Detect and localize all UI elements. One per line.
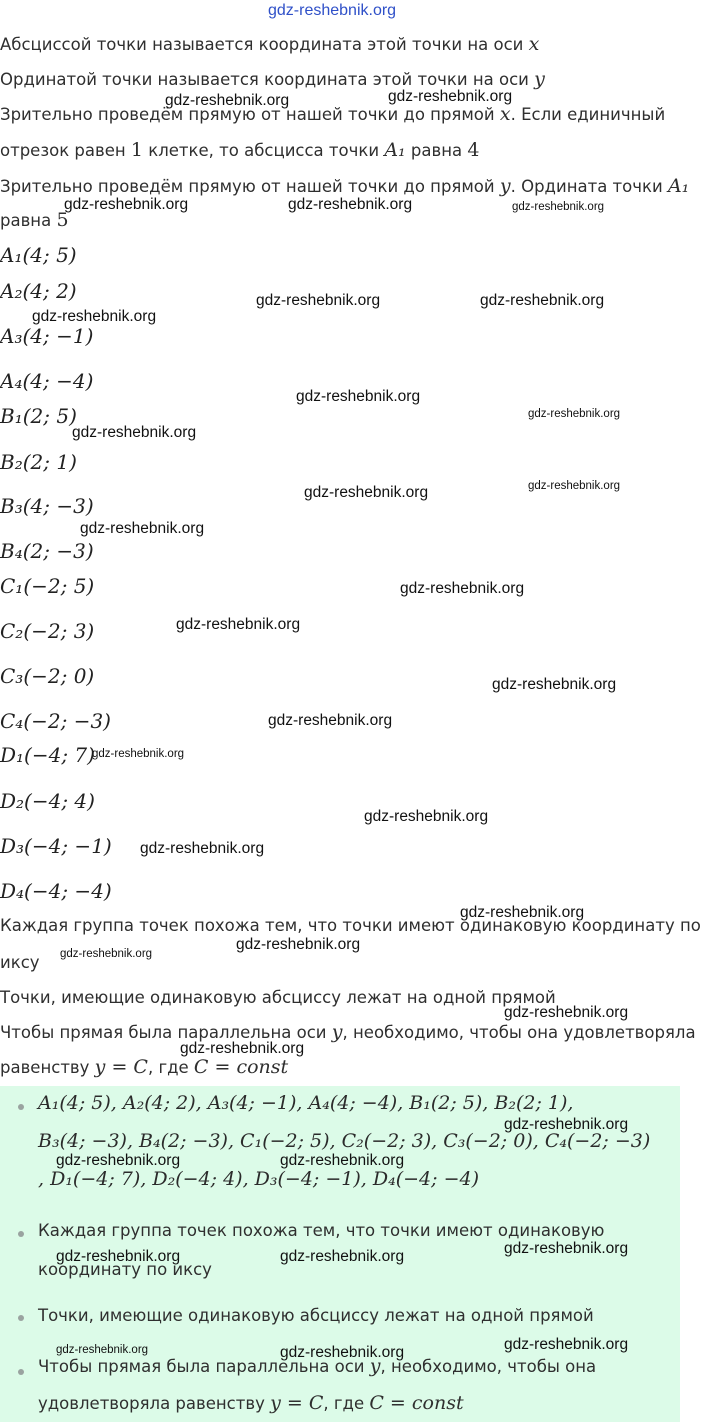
summary-group-conclusion-cont: координату по иксу [38,1260,212,1279]
watermark: gdz-reshebnik.org [388,88,513,105]
watermark: gdz-reshebnik.org [56,1344,149,1356]
ordinate-definition: Ординатой точки называется координата этой точки на оси y [0,68,545,90]
same-abscissa-statement: Точки, имеющие одинаковую абсциссу лежат на одной прямой [0,988,556,1007]
watermark: gdz-reshebnik.org [236,936,361,953]
watermark: gdz-reshebnik.org [165,92,290,109]
watermark: gdz-reshebnik.org [480,292,605,309]
bullet-icon [18,1231,24,1237]
watermark: gdz-reshebnik.org [304,484,429,501]
watermark: gdz-reshebnik.org [296,388,421,405]
watermark: gdz-reshebnik.org [280,1152,405,1169]
watermark: gdz-reshebnik.org [256,292,381,309]
watermark: gdz-reshebnik.org [492,676,617,693]
point-b2: B₂(2; 1) [0,450,77,474]
summary-points-line1: A₁(4; 5), A₂(4; 2), A₃(4; −1), A₄(4; −4), B₁(2; 5), B₂(2; 1), [38,1092,574,1114]
group-conclusion-cont: иксу [0,953,40,972]
watermark: gdz-reshebnik.org [180,1040,305,1057]
watermark: gdz-reshebnik.org [280,1248,405,1265]
point-c4: C₄(−2; −3) [0,709,111,733]
watermark: gdz-reshebnik.org [504,1240,629,1257]
summary-parallel-condition: Чтобы прямая была параллельна оси y, необходимо, чтобы она [38,1355,597,1377]
watermark: gdz-reshebnik.org [72,424,197,441]
y-line-sentence-cont: равна 5 [0,209,69,231]
point-b4: B₄(2; −3) [0,539,94,563]
watermark: gdz-reshebnik.org [364,808,489,825]
bullet-icon [18,1369,24,1375]
watermark: gdz-reshebnik.org [504,1336,629,1353]
point-b1: B₁(2; 5) [0,404,77,428]
abscissa-definition: Абсциссой точки называется координата этой точки на оси x [0,33,540,55]
point-d1: D₁(−4; 7) [0,743,95,767]
watermark: gdz-reshebnik.org [56,1248,181,1265]
x-line-sentence: Зрительно проведём прямую от нашей точки до прямой x. Если единичный [0,103,666,125]
y-line-sentence: Зрительно проведём прямую от нашей точки до прямой y. Ордината точки A₁ [0,175,690,197]
watermark: gdz-reshebnik.org [288,196,413,213]
parallel-condition-cont: равенству y = C, где C = const [0,1056,289,1078]
point-a2: A₂(4; 2) [0,279,77,303]
point-d2: D₂(−4; 4) [0,789,95,813]
watermark: gdz-reshebnik.org [176,616,301,633]
site-label: gdz-reshebnik.org [268,2,397,19]
point-d4: D₄(−4; −4) [0,879,112,903]
summary-group-conclusion: Каждая группа точек похожа тем, что точки имеют одинаковую [38,1221,605,1240]
watermark: gdz-reshebnik.org [512,201,605,213]
watermark: gdz-reshebnik.org [56,1152,181,1169]
watermark: gdz-reshebnik.org [60,948,153,960]
watermark: gdz-reshebnik.org [528,480,621,492]
point-c2: C₂(−2; 3) [0,619,95,643]
summary-parallel-condition-cont: удовлетворяла равенству y = C, где C = const [38,1392,464,1414]
point-c1: C₁(−2; 5) [0,574,95,598]
watermark: gdz-reshebnik.org [92,748,185,760]
watermark: gdz-reshebnik.org [140,840,265,857]
watermark: gdz-reshebnik.org [400,580,525,597]
x-line-sentence-cont: отрезок равен 1 клетке, то абсцисса точки A₁ равна 4 [0,139,480,161]
watermark: gdz-reshebnik.org [80,520,205,537]
point-d3: D₃(−4; −1) [0,834,112,858]
bullet-icon [18,1104,24,1110]
point-a3: A₃(4; −1) [0,324,94,348]
watermark: gdz-reshebnik.org [504,1116,629,1133]
point-c3: C₃(−2; 0) [0,664,95,688]
summary-points-line3: , D₁(−4; 7), D₂(−4; 4), D₃(−4; −1), D₄(−4; −4) [38,1168,480,1190]
summary-same-abscissa: Точки, имеющие одинаковую абсциссу лежат на одной прямой [38,1306,594,1325]
watermark: gdz-reshebnik.org [268,712,393,729]
group-conclusion: Каждая группа точек похожа тем, что точки имеют одинаковую координату по [0,916,701,935]
watermark: gdz-reshebnik.org [528,408,621,420]
summary-points-line2: B₃(4; −3), B₄(2; −3), C₁(−2; 5), C₂(−2; 3), C₃(−2; 0), C₄(−2; −3) [38,1130,651,1152]
watermark: gdz-reshebnik.org [504,1004,629,1021]
watermark: gdz-reshebnik.org [280,1344,405,1361]
bullet-icon [18,1315,24,1321]
watermark: gdz-reshebnik.org [64,196,189,213]
parallel-condition: Чтобы прямая была параллельна оси y, необходимо, чтобы она удовлетворяла [0,1021,696,1043]
point-a1: A₁(4; 5) [0,243,77,267]
point-a4: A₄(4; −4) [0,369,94,393]
point-b3: B₃(4; −3) [0,494,94,518]
watermark: gdz-reshebnik.org [32,308,157,325]
watermark: gdz-reshebnik.org [460,904,585,921]
